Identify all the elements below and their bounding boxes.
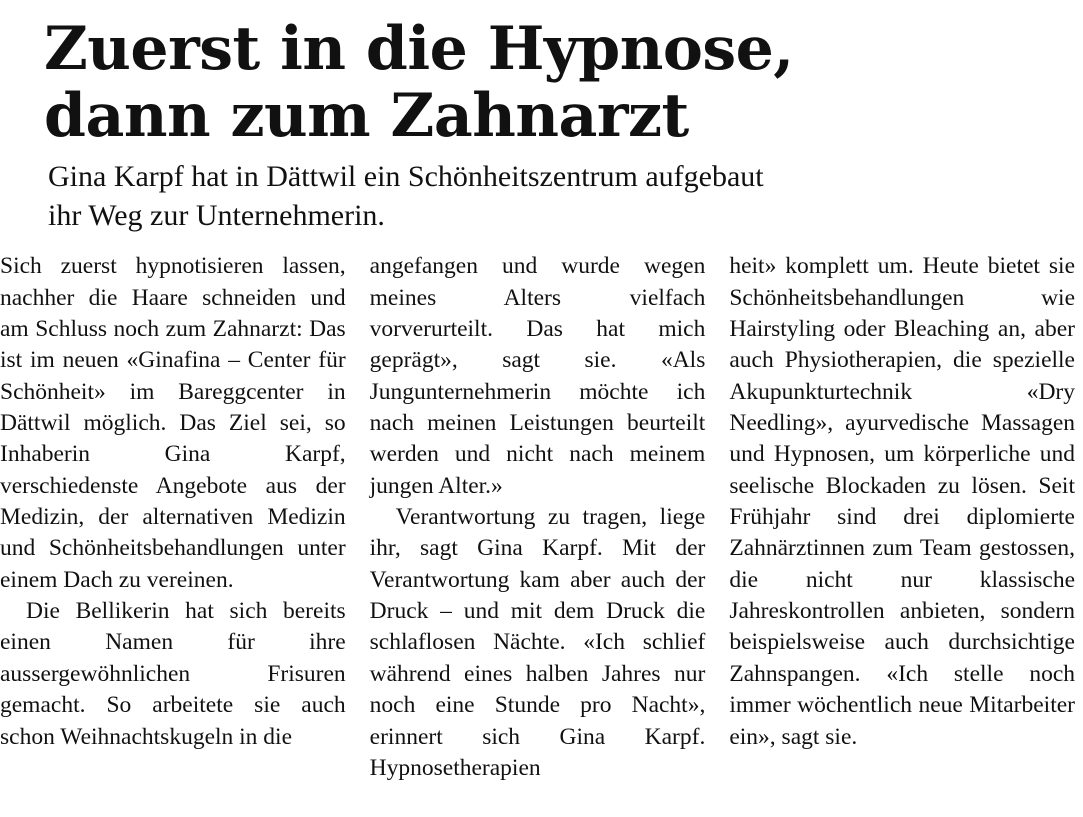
- article-column-1: [0, 251, 360, 784]
- article-subheadline: [48, 158, 1058, 235]
- article-body-columns: [0, 251, 1083, 784]
- headline-line-1: Zuerst in die Hypnose,: [44, 14, 794, 84]
- article-paragraph: angefangen und wurde wegen meines Alters vielfach vorverurteilt. Das hat mich geprägt», sagt sie. «Als Jungunternehmerin möchte ich nach meinen Leistungen beurteilt werden und nicht nach meinem jungen Alter.»: [369, 253, 706, 499]
- article-paragraph: Sich zuerst hypnotisieren lassen, nachher die Haare schneiden und am Schluss noch zum Zahnarzt: Das ist im neuen «Ginafina – Center für Schönheit» im Bareggcenter in Dättwil möglich. Das Ziel sei, so Inhaberin Gina Karpf, verschiedenste Angebote aus der Medizin, der alternativen Medizin und Schönheitsbehandlungen unter einem Dach zu vereinen.: [0, 253, 346, 593]
- article-paragraph: Die Bellikerin hat sich bereits einen Namen für ihre aussergewöhnlichen Frisuren gemacht. So arbeitete sie auch schon Weihnachtskugeln in die: [0, 598, 346, 750]
- article-paragraph: Verantwortung zu tragen, liege ihr, sagt Gina Karpf. Mit der Verantwortung kam aber auch der Druck – und mit dem Druck die schlaflosen Nächte. «Ich schlief während eines halben Jahres nur noch eine Stunde pro Nacht», erinnert sich Gina Karpf. Hypnosetherapien: [369, 504, 706, 781]
- article-column-3: [719, 251, 1079, 784]
- subheadline-line-1: Gina Karpf hat in Dättwil ein Schönheitszentrum aufgebaut: [48, 160, 764, 194]
- article-column-2: [360, 251, 720, 784]
- subheadline-line-2: ihr Weg zur Unternehmerin.: [48, 198, 385, 232]
- article-paragraph: heit» komplett um. Heute bietet sie Schönheitsbehandlungen wie Hairstyling oder Bleaching an, aber auch Physiotherapien, die spezielle Akupunkturtechnik «Dry Needling», ayurvedische Massagen und Hypnosen, um körperliche und seelische Blockaden zu lösen. Seit Frühjahr sind drei diplomierte Zahnärztinnen zum Team gestossen, die nicht nur klassische Jahreskontrollen anbieten, sondern beispielsweise auch durchsichtige Zahnspangen. «Ich stelle noch immer wöchentlich neue Mitarbeiter ein», sagt sie.: [729, 253, 1075, 750]
- article-headline: [44, 10, 1044, 150]
- headline-line-2: dann zum Zahnarzt: [44, 81, 689, 152]
